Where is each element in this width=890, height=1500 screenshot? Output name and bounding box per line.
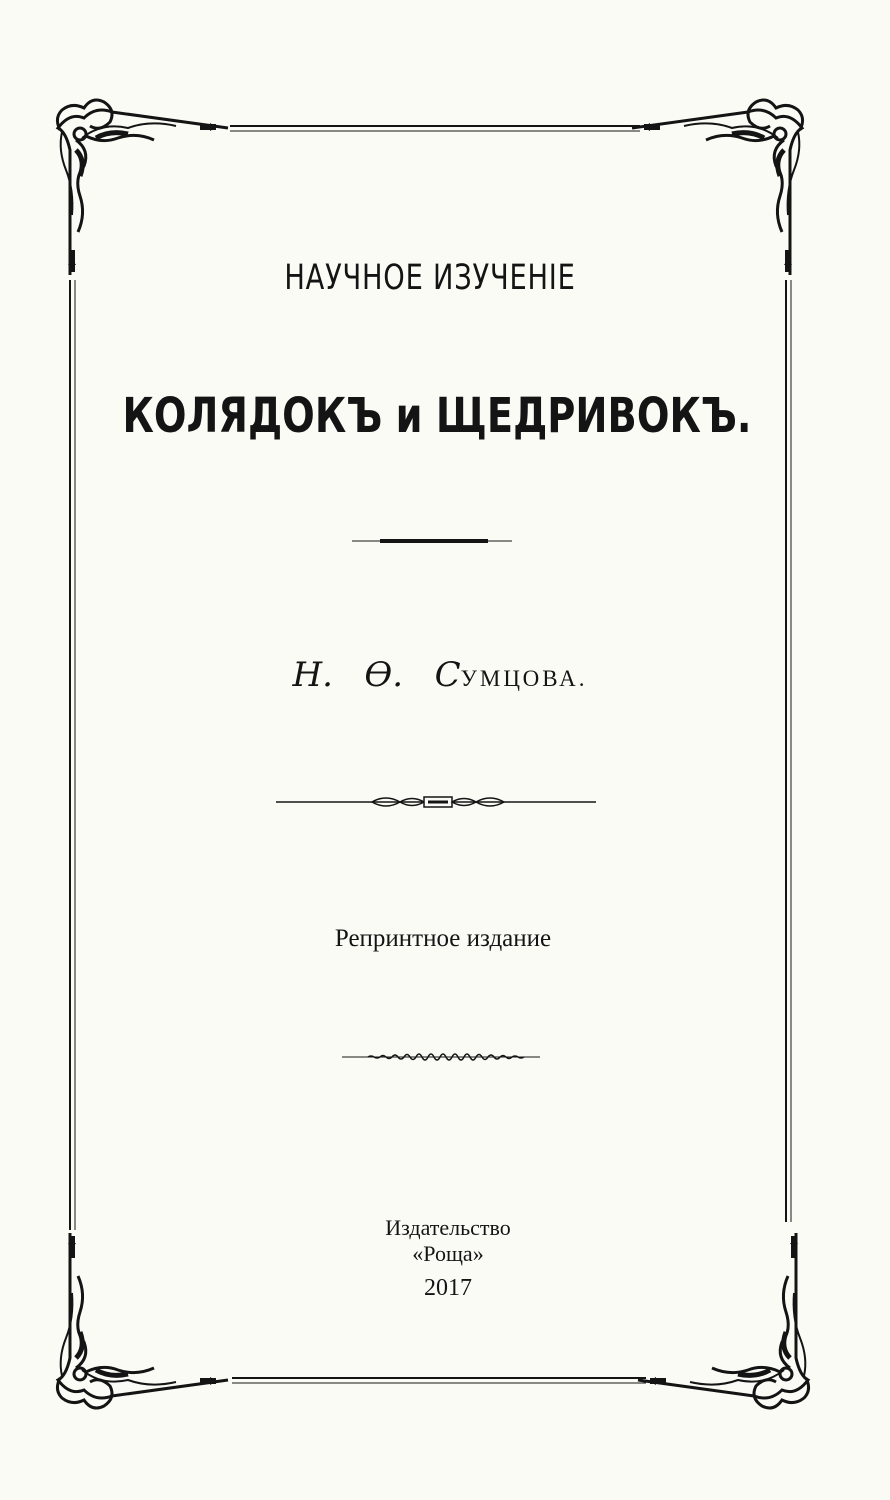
author-surname: УМЦОВА. — [460, 666, 588, 691]
publisher-name — [0, 1215, 890, 1267]
divider-knot-rule — [276, 797, 596, 807]
corner-ornament-top-right — [632, 100, 803, 275]
publisher-label: Издательство — [385, 1215, 511, 1240]
author-initial-patronymic: Ѳ. — [364, 655, 404, 695]
edition-note: Репринтное издание — [334, 925, 552, 952]
title-line-2: КОЛЯДОКЪ и ЩЕДРИВОКЪ. — [122, 388, 752, 444]
author-surname-initial: С — [434, 655, 461, 695]
author-initial-first: Н. — [292, 655, 333, 695]
publisher-title: «Роща» — [412, 1241, 484, 1266]
publication-year: 2017 — [424, 1275, 472, 1301]
title-line-1: НАУЧНОЕ ИЗУЧЕНІЕ — [284, 258, 576, 298]
divider-wavy-rule — [342, 1054, 540, 1060]
corner-ornament-top-left — [57, 100, 228, 275]
author-line — [0, 655, 880, 695]
